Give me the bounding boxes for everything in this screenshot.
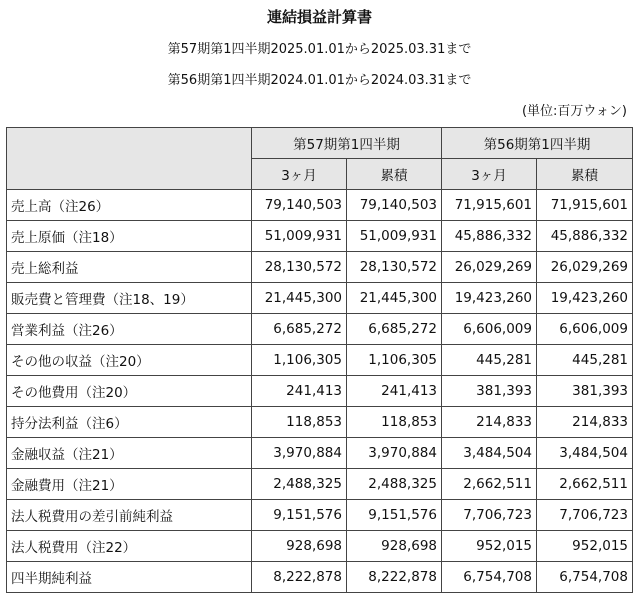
table-row <box>7 438 633 469</box>
value-cell: 51,009,931 <box>347 221 442 252</box>
group-header-prior: 第56期第1四半期 <box>442 128 633 159</box>
corner-header-cell <box>7 128 252 190</box>
unit-note: (単位:百万ウォン) <box>521 104 627 119</box>
value-cell: 6,685,272 <box>252 314 347 345</box>
value-cell: 3,970,884 <box>347 438 442 469</box>
value-cell: 3,970,884 <box>252 438 347 469</box>
value-cell: 2,662,511 <box>442 469 537 500</box>
value-cell: 19,423,260 <box>442 283 537 314</box>
row-label: 販売費と管理費（注18、19） <box>7 283 252 314</box>
table-row <box>7 407 633 438</box>
period-current: 第57期第1四半期2025.01.01から2025.03.31まで <box>167 42 472 57</box>
value-cell: 1,106,305 <box>252 345 347 376</box>
value-cell: 118,853 <box>347 407 442 438</box>
value-cell: 79,140,503 <box>252 190 347 221</box>
value-cell: 381,393 <box>537 376 633 407</box>
sub-header-current-3m: 3ヶ月 <box>252 159 347 190</box>
group-header-row <box>7 128 633 159</box>
value-cell: 2,662,511 <box>537 469 633 500</box>
value-cell: 2,488,325 <box>252 469 347 500</box>
value-cell: 26,029,269 <box>442 252 537 283</box>
value-cell: 45,886,332 <box>442 221 537 252</box>
value-cell: 6,754,708 <box>442 562 537 593</box>
row-label: その他の収益（注20） <box>7 345 252 376</box>
value-cell: 6,754,708 <box>537 562 633 593</box>
row-label: 金融収益（注21） <box>7 438 252 469</box>
row-label: 金融費用（注21） <box>7 469 252 500</box>
table-row <box>7 252 633 283</box>
value-cell: 3,484,504 <box>537 438 633 469</box>
table-row <box>7 500 633 531</box>
value-cell: 28,130,572 <box>252 252 347 283</box>
value-cell: 2,488,325 <box>347 469 442 500</box>
value-cell: 9,151,576 <box>347 500 442 531</box>
table-row <box>7 345 633 376</box>
value-cell: 45,886,332 <box>537 221 633 252</box>
table-body <box>7 190 633 593</box>
row-label: 売上高（注26） <box>7 190 252 221</box>
value-cell: 8,222,878 <box>347 562 442 593</box>
value-cell: 21,445,300 <box>347 283 442 314</box>
table-row <box>7 469 633 500</box>
value-cell: 8,222,878 <box>252 562 347 593</box>
value-cell: 1,106,305 <box>347 345 442 376</box>
value-cell: 9,151,576 <box>252 500 347 531</box>
value-cell: 214,833 <box>537 407 633 438</box>
value-cell: 6,606,009 <box>537 314 633 345</box>
value-cell: 445,281 <box>537 345 633 376</box>
row-label: 売上原価（注18） <box>7 221 252 252</box>
row-label: 持分法利益（注6） <box>7 407 252 438</box>
value-cell: 445,281 <box>442 345 537 376</box>
row-label: 法人税費用（注22） <box>7 531 252 562</box>
table-row <box>7 314 633 345</box>
value-cell: 118,853 <box>252 407 347 438</box>
value-cell: 928,698 <box>347 531 442 562</box>
table-row <box>7 531 633 562</box>
row-label: 法人税費用の差引前純利益 <box>7 500 252 531</box>
value-cell: 241,413 <box>347 376 442 407</box>
row-label: 四半期純利益 <box>7 562 252 593</box>
value-cell: 952,015 <box>537 531 633 562</box>
row-label: 営業利益（注26） <box>7 314 252 345</box>
value-cell: 6,685,272 <box>347 314 442 345</box>
table-row <box>7 283 633 314</box>
value-cell: 214,833 <box>442 407 537 438</box>
sub-header-prior-cumulative: 累積 <box>537 159 633 190</box>
income-statement-table <box>6 127 633 593</box>
table-row <box>7 221 633 252</box>
document-title: 連結損益計算書 <box>266 8 372 26</box>
value-cell: 952,015 <box>442 531 537 562</box>
value-cell: 21,445,300 <box>252 283 347 314</box>
value-cell: 26,029,269 <box>537 252 633 283</box>
value-cell: 928,698 <box>252 531 347 562</box>
sub-header-current-cumulative: 累積 <box>347 159 442 190</box>
value-cell: 19,423,260 <box>537 283 633 314</box>
value-cell: 7,706,723 <box>537 500 633 531</box>
value-cell: 79,140,503 <box>347 190 442 221</box>
table-row <box>7 190 633 221</box>
value-cell: 28,130,572 <box>347 252 442 283</box>
value-cell: 71,915,601 <box>442 190 537 221</box>
table-row <box>7 376 633 407</box>
row-label: その他費用（注20） <box>7 376 252 407</box>
value-cell: 241,413 <box>252 376 347 407</box>
sub-header-prior-3m: 3ヶ月 <box>442 159 537 190</box>
value-cell: 71,915,601 <box>537 190 633 221</box>
row-label: 売上総利益 <box>7 252 252 283</box>
value-cell: 6,606,009 <box>442 314 537 345</box>
value-cell: 3,484,504 <box>442 438 537 469</box>
group-header-current: 第57期第1四半期 <box>252 128 442 159</box>
value-cell: 381,393 <box>442 376 537 407</box>
table-row <box>7 562 633 593</box>
value-cell: 7,706,723 <box>442 500 537 531</box>
period-prior: 第56期第1四半期2024.01.01から2024.03.31まで <box>167 73 472 88</box>
value-cell: 51,009,931 <box>252 221 347 252</box>
